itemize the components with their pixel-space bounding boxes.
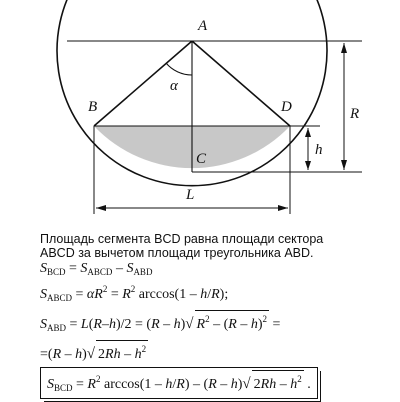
formula-s-abcd: $S_{ABCD} = \alpha R^2 = R^2$ arccos(1 – h/R); [40,284,229,303]
formula-s-abd-cont: =(R – h)√ $2Rh - h^2$ [40,340,390,363]
angle-alpha-arc [166,63,192,75]
label-h: h [315,142,323,158]
label-alpha: α [170,78,178,94]
label-b: B [88,99,98,115]
label-c: C [196,151,207,167]
formula-s-abd: $S_{ABD} = L(R-h)/2 = (R - h)√$ $R^2 - (R - h)^2$ = [40,310,390,337]
text-block [40,232,390,399]
heading-line-2: ABCD за вычетом площади треугольника ABD. [40,246,314,260]
label-d: D [281,99,292,115]
label-l: L [186,187,195,203]
heading-line-1: Площадь сегмента BCD равна площади сектора [40,232,324,246]
label-r: R [350,106,360,122]
label-a: A [198,18,208,34]
formula-s-bcd: $S_{BCD} = S_{ABCD} - S_{ABD}$ [40,261,153,277]
radius-ad [192,41,290,126]
formula-result-boxed: $S_{BCD} = R^2$ arccos(1 – h/R) – (R – h)√ $2Rh - h^2$ . [40,367,318,399]
